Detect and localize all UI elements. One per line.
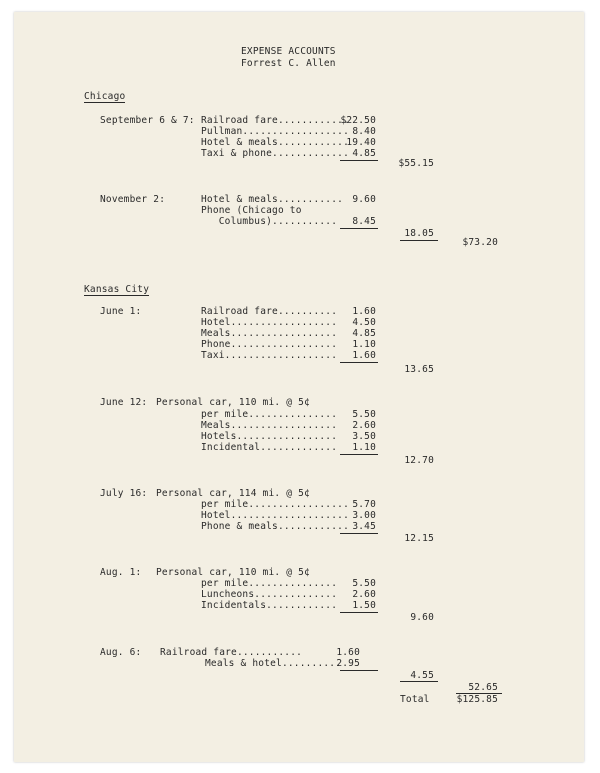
entry-date: Aug. 1:	[100, 567, 142, 578]
item-label: Railroad fare..........	[201, 306, 338, 317]
item-label: Hotels.................	[201, 431, 338, 442]
item-amount: 4.85	[352, 148, 376, 159]
car-description: Personal car, 114 mi. @ 5¢	[156, 488, 310, 499]
item-label: Hotel..................	[201, 317, 338, 328]
item-amount: 1.60	[352, 350, 376, 361]
item-label: Meals & hotel..........	[205, 658, 342, 669]
entry-date: Aug. 6:	[100, 647, 142, 658]
item-amount: 2.95	[336, 658, 360, 669]
sum-rule	[340, 362, 378, 363]
item-amount: 5.50	[352, 409, 376, 420]
subtotal-amount: 12.15	[404, 533, 434, 544]
sum-rule	[400, 240, 438, 241]
section-total: 52.65	[468, 682, 498, 693]
subtotal-amount: 9.60	[410, 612, 434, 623]
item-amount: 3.50	[352, 431, 376, 442]
entry-date: June 1:	[100, 306, 142, 317]
item-amount: 8.45	[352, 216, 376, 227]
sum-rule	[340, 454, 378, 455]
car-description: Personal car, 110 mi. @ 5¢	[156, 397, 310, 408]
grand-total-amount: $125.85	[456, 694, 498, 705]
item-amount: $22.50	[340, 115, 376, 126]
item-label: Pullman..................	[201, 126, 349, 137]
section-total: $73.20	[462, 237, 498, 248]
item-label: Incidentals............	[201, 600, 338, 611]
item-amount: 1.60	[336, 647, 360, 658]
item-label: Phone (Chicago to	[201, 205, 302, 216]
subtotal-amount: $55.15	[398, 158, 434, 169]
item-amount: 9.60	[352, 194, 376, 205]
item-amount: 3.00	[352, 510, 376, 521]
item-amount: 8.40	[352, 126, 376, 137]
item-amount: 1.10	[352, 442, 376, 453]
item-label: Railroad fare............	[201, 115, 349, 126]
item-amount: 5.70	[352, 499, 376, 510]
grand-total-label: Total	[400, 694, 430, 705]
sum-rule	[340, 670, 378, 671]
item-label: Luncheons..............	[201, 589, 338, 600]
item-amount: 4.50	[352, 317, 376, 328]
entry-date: September 6 & 7:	[100, 115, 195, 126]
sum-rule	[340, 228, 378, 229]
item-label: Incidental.............	[201, 442, 338, 453]
item-amount: 5.50	[352, 578, 376, 589]
author-name: Forrest C. Allen	[241, 58, 336, 69]
entry-date: July 16:	[100, 488, 148, 499]
item-label: Taxi & phone.............	[201, 148, 349, 159]
item-label: per mile...............	[201, 578, 338, 589]
sum-rule	[340, 533, 378, 534]
item-amount: 1.50	[352, 600, 376, 611]
item-amount: 4.85	[352, 328, 376, 339]
item-label: Meals..................	[201, 420, 338, 431]
subtotal-amount: 18.05	[404, 228, 434, 239]
sum-rule	[340, 612, 378, 613]
section-heading-kansas-city: Kansas City	[84, 284, 150, 295]
section-heading-chicago: Chicago	[84, 91, 126, 102]
subtotal-amount: 13.65	[404, 364, 434, 375]
item-label: Meals..................	[201, 328, 338, 339]
item-label: per mile...............	[201, 409, 338, 420]
item-label: per mile.................	[201, 499, 349, 510]
item-amount: 3.45	[352, 521, 376, 532]
item-amount: 2.60	[352, 589, 376, 600]
item-label: Hotel & meals...........	[201, 194, 344, 205]
document-title: EXPENSE ACCOUNTS	[241, 46, 336, 57]
item-label: Hotel & meals............	[201, 137, 349, 148]
subtotal-amount: 12.70	[404, 455, 434, 466]
subtotal-amount: 4.55	[410, 670, 434, 681]
item-amount: 19.40	[346, 137, 376, 148]
item-label: Columbus)...........	[201, 216, 338, 227]
sum-rule	[400, 681, 438, 682]
item-amount: 1.10	[352, 339, 376, 350]
entry-date: June 12:	[100, 397, 148, 408]
item-label: Railroad fare...........	[160, 647, 303, 658]
sum-rule	[340, 160, 378, 161]
item-label: Phone & meals............	[201, 521, 349, 532]
item-amount: 2.60	[352, 420, 376, 431]
item-label: Phone..................	[201, 339, 338, 350]
item-amount: 1.60	[352, 306, 376, 317]
item-label: Hotel....................	[201, 510, 349, 521]
car-description: Personal car, 110 mi. @ 5¢	[156, 567, 310, 578]
item-label: Taxi...................	[201, 350, 338, 361]
entry-date: November 2:	[100, 194, 166, 205]
